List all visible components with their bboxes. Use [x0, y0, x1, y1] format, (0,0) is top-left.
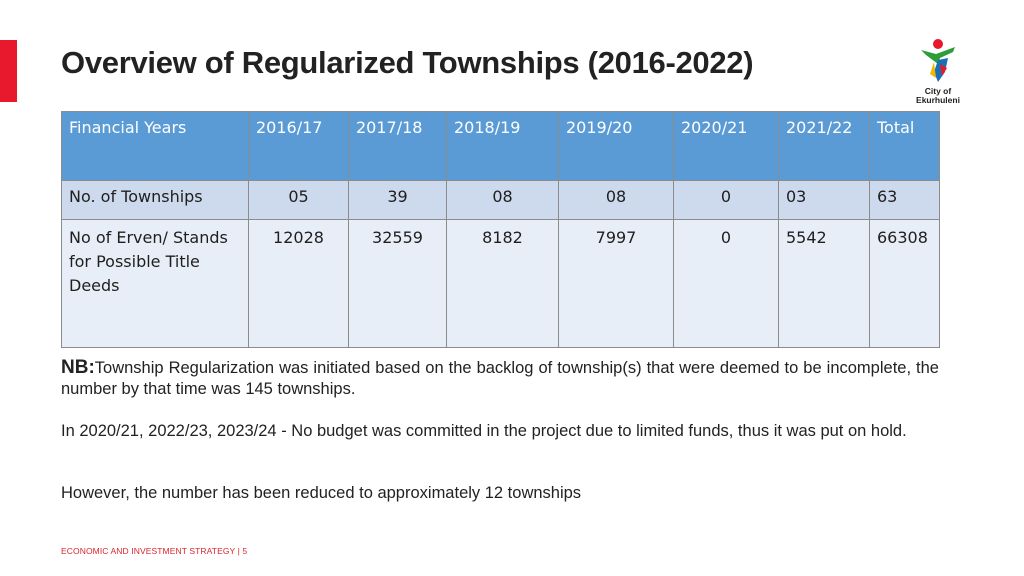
reduction-note: However, the number has been reduced to approximately 12 townships	[61, 484, 582, 502]
page-title: Overview of Regularized Townships (2016-2022)	[61, 45, 754, 80]
nb-note	[61, 357, 939, 400]
table-header: 2016/17	[249, 112, 349, 181]
table-header: 2019/20	[559, 112, 674, 181]
table-cell: 7997	[559, 220, 674, 348]
table-cell: 39	[349, 181, 447, 220]
nb-label: NB:	[61, 357, 95, 378]
row-label: No of Erven/ Stands for Possible Title Deeds	[62, 220, 249, 348]
logo-text	[908, 87, 968, 105]
accent-bar	[0, 40, 17, 102]
table-cell: 12028	[249, 220, 349, 348]
table-cell: 8182	[447, 220, 559, 348]
page-number: 5	[242, 546, 248, 556]
footer-text: ECONOMIC AND INVESTMENT STRATEGY	[61, 546, 236, 556]
city-logo-icon	[918, 38, 958, 86]
logo-line-1: City of	[924, 86, 952, 96]
table-cell: 0	[674, 181, 779, 220]
table-cell: 05	[249, 181, 349, 220]
table-header: Total	[870, 112, 940, 181]
city-logo	[908, 38, 968, 104]
table-header-row	[62, 112, 940, 181]
footer	[61, 546, 247, 556]
townships-table	[61, 111, 940, 348]
budget-note: In 2020/21, 2022/23, 2023/24 - No budget was committed in the project due to limited funds, thus it was put on hold.	[61, 422, 907, 440]
row-label: No. of Townships	[62, 181, 249, 220]
table-header: 2020/21	[674, 112, 779, 181]
logo-line-2: Ekurhuleni	[916, 95, 960, 105]
table-cell: 0	[674, 220, 779, 348]
table-cell: 66308	[870, 220, 940, 348]
footer-separator: |	[237, 546, 240, 556]
table-cell: 08	[447, 181, 559, 220]
table-header: 2017/18	[349, 112, 447, 181]
table-header: 2021/22	[779, 112, 870, 181]
table-row	[62, 220, 940, 348]
table-cell: 63	[870, 181, 940, 220]
table-cell: 32559	[349, 220, 447, 348]
table-cell: 08	[559, 181, 674, 220]
table-cell: 5542	[779, 220, 870, 348]
table-header: 2018/19	[447, 112, 559, 181]
table-row	[62, 181, 940, 220]
table-cell: 03	[779, 181, 870, 220]
nb-text: Township Regularization was initiated based on the backlog of township(s) that were deemed to be incomplete, the number by that time was 145 townships.	[61, 359, 939, 398]
table-header: Financial Years	[62, 112, 249, 181]
